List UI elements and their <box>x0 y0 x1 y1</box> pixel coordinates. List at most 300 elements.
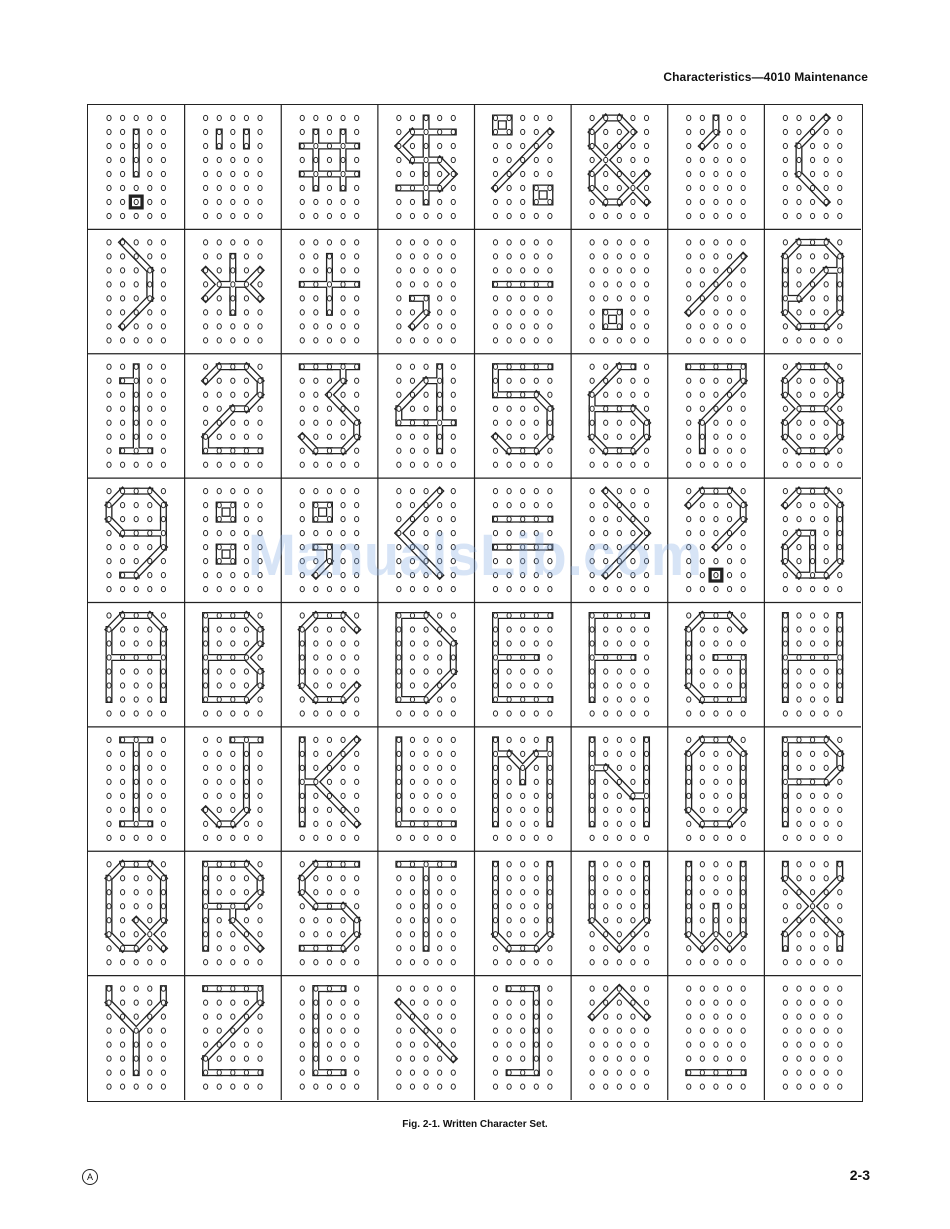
matrix-dot <box>397 296 401 301</box>
matrix-dot <box>714 779 718 784</box>
matrix-dot <box>314 876 318 881</box>
matrix-dot <box>687 835 691 840</box>
revision-mark: A <box>82 1169 98 1185</box>
matrix-dot <box>507 862 511 867</box>
matrix-dot <box>687 324 691 329</box>
matrix-dot <box>397 918 401 923</box>
matrix-dot <box>204 213 208 218</box>
matrix-dot <box>355 641 359 646</box>
matrix-dot <box>121 310 125 315</box>
matrix-dot <box>783 1028 787 1033</box>
matrix-dot <box>327 185 331 190</box>
matrix-dot <box>700 1056 704 1061</box>
matrix-dot <box>604 282 608 287</box>
matrix-dot <box>824 1028 828 1033</box>
matrix-dot <box>355 129 359 134</box>
matrix-dot <box>548 310 552 315</box>
matrix-dot <box>204 517 208 522</box>
matrix-dot <box>631 946 635 951</box>
matrix-dot <box>300 503 304 508</box>
matrix-dot <box>121 503 125 508</box>
matrix-dot <box>797 960 801 965</box>
matrix-dot <box>521 641 525 646</box>
matrix-dot <box>727 282 731 287</box>
matrix-dot <box>327 1028 331 1033</box>
character-glyph-inner <box>206 740 260 824</box>
matrix-dot <box>438 960 442 965</box>
matrix-dot <box>783 115 787 120</box>
matrix-dot <box>451 1042 455 1047</box>
matrix-dot <box>148 779 152 784</box>
matrix-dot <box>493 171 497 176</box>
matrix-dot <box>493 406 497 411</box>
matrix-dot <box>810 821 814 826</box>
character-grid-svg <box>88 105 861 1100</box>
matrix-dot <box>410 115 414 120</box>
matrix-dot <box>161 282 165 287</box>
matrix-dot <box>604 946 608 951</box>
matrix-dot <box>644 268 648 273</box>
matrix-dot <box>548 835 552 840</box>
matrix-dot <box>451 143 455 148</box>
matrix-dot <box>327 1000 331 1005</box>
matrix-dot <box>617 157 621 162</box>
matrix-dot <box>548 960 552 965</box>
matrix-dot <box>204 171 208 176</box>
matrix-dot <box>300 932 304 937</box>
matrix-dot <box>341 199 345 204</box>
matrix-dot <box>107 143 111 148</box>
matrix-dot <box>107 960 111 965</box>
matrix-dot <box>148 240 152 245</box>
matrix-dot <box>507 420 511 425</box>
matrix-dot <box>438 171 442 176</box>
matrix-dot <box>231 807 235 812</box>
matrix-dot <box>548 503 552 508</box>
matrix-dot <box>451 489 455 494</box>
character-glyph-inner <box>109 616 163 700</box>
matrix-dot <box>327 737 331 742</box>
matrix-dot <box>493 1056 497 1061</box>
matrix-dot <box>410 669 414 674</box>
matrix-dot <box>424 1014 428 1019</box>
matrix-dot <box>300 1084 304 1089</box>
matrix-dot <box>204 338 208 343</box>
matrix-dot <box>244 378 248 383</box>
matrix-dot <box>217 1028 221 1033</box>
matrix-dot <box>493 310 497 315</box>
matrix-dot <box>631 986 635 991</box>
matrix-dot <box>424 737 428 742</box>
matrix-dot <box>838 918 842 923</box>
matrix-dot <box>534 171 538 176</box>
matrix-dot <box>355 517 359 522</box>
matrix-dot <box>521 821 525 826</box>
matrix-dot <box>838 1084 842 1089</box>
matrix-dot <box>727 683 731 688</box>
matrix-dot <box>341 268 345 273</box>
matrix-dot <box>604 1014 608 1019</box>
matrix-dot <box>631 711 635 716</box>
matrix-dot <box>300 613 304 618</box>
matrix-dot <box>438 254 442 259</box>
matrix-dot <box>327 240 331 245</box>
matrix-dot <box>397 1070 401 1075</box>
matrix-dot <box>410 918 414 923</box>
matrix-dot <box>797 807 801 812</box>
matrix-dot <box>824 697 828 702</box>
matrix-dot <box>824 213 828 218</box>
matrix-dot <box>797 1014 801 1019</box>
matrix-dot <box>107 338 111 343</box>
matrix-dot <box>797 1042 801 1047</box>
matrix-dot <box>244 434 248 439</box>
matrix-dot <box>507 434 511 439</box>
matrix-dot <box>714 240 718 245</box>
character-cell <box>493 364 552 467</box>
matrix-dot <box>548 157 552 162</box>
matrix-dot <box>534 918 538 923</box>
matrix-dot <box>134 185 138 190</box>
matrix-dot <box>700 115 704 120</box>
matrix-dot <box>631 1084 635 1089</box>
matrix-dot <box>397 503 401 508</box>
matrix-dot <box>258 821 262 826</box>
matrix-dot <box>410 199 414 204</box>
matrix-dot <box>217 406 221 411</box>
character-glyph-inner <box>302 864 356 948</box>
matrix-dot <box>604 1042 608 1047</box>
matrix-dot <box>507 669 511 674</box>
matrix-dot <box>631 1042 635 1047</box>
matrix-dot <box>244 296 248 301</box>
matrix-dot <box>741 420 745 425</box>
matrix-dot <box>327 669 331 674</box>
matrix-dot <box>438 310 442 315</box>
matrix-dot <box>438 655 442 660</box>
matrix-dot <box>451 779 455 784</box>
matrix-dot <box>148 683 152 688</box>
matrix-dot <box>204 185 208 190</box>
matrix-dot <box>107 1042 111 1047</box>
matrix-dot <box>644 392 648 397</box>
matrix-dot <box>507 143 511 148</box>
matrix-dot <box>548 655 552 660</box>
matrix-dot <box>204 737 208 742</box>
matrix-dot <box>797 821 801 826</box>
matrix-dot <box>700 918 704 923</box>
matrix-dot <box>258 338 262 343</box>
matrix-dot <box>507 310 511 315</box>
character-cell <box>204 240 263 343</box>
matrix-dot <box>810 711 814 716</box>
matrix-dot <box>314 199 318 204</box>
matrix-dot <box>231 835 235 840</box>
matrix-dot <box>231 185 235 190</box>
character-glyph <box>592 864 646 948</box>
matrix-dot <box>741 1028 745 1033</box>
matrix-dot <box>824 185 828 190</box>
matrix-dot <box>631 862 635 867</box>
matrix-dot <box>121 143 125 148</box>
character-glyph-inner <box>509 989 536 1073</box>
matrix-dot <box>824 143 828 148</box>
matrix-dot <box>617 434 621 439</box>
character-cell <box>590 240 649 343</box>
matrix-dot <box>217 1000 221 1005</box>
matrix-dot <box>521 115 525 120</box>
matrix-dot <box>797 338 801 343</box>
matrix-dot <box>590 503 594 508</box>
matrix-dot <box>451 711 455 716</box>
matrix-dot <box>300 711 304 716</box>
matrix-dot <box>714 876 718 881</box>
matrix-dot <box>244 115 248 120</box>
matrix-dot <box>714 143 718 148</box>
matrix-dot <box>797 185 801 190</box>
matrix-dot <box>741 489 745 494</box>
matrix-dot <box>521 683 525 688</box>
matrix-dot <box>244 1028 248 1033</box>
matrix-dot <box>810 793 814 798</box>
matrix-dot <box>797 876 801 881</box>
matrix-dot <box>410 960 414 965</box>
matrix-dot <box>797 462 801 467</box>
matrix-dot <box>424 807 428 812</box>
matrix-dot <box>714 669 718 674</box>
matrix-dot <box>300 129 304 134</box>
character-glyph-inner <box>689 367 743 451</box>
matrix-dot <box>231 627 235 632</box>
matrix-dot <box>714 683 718 688</box>
matrix-dot <box>244 1000 248 1005</box>
character-glyph <box>592 989 646 1017</box>
matrix-dot <box>327 1056 331 1061</box>
matrix-dot <box>107 310 111 315</box>
matrix-dot <box>604 986 608 991</box>
matrix-dot <box>438 669 442 674</box>
matrix-dot <box>204 779 208 784</box>
matrix-dot <box>700 655 704 660</box>
matrix-dot <box>521 1014 525 1019</box>
matrix-dot <box>521 185 525 190</box>
matrix-dot <box>134 1014 138 1019</box>
matrix-dot <box>810 1000 814 1005</box>
matrix-dot <box>410 737 414 742</box>
matrix-dot <box>521 268 525 273</box>
matrix-dot <box>590 364 594 369</box>
matrix-dot <box>107 199 111 204</box>
matrix-dot <box>548 669 552 674</box>
matrix-dot <box>148 364 152 369</box>
matrix-dot <box>521 737 525 742</box>
matrix-dot <box>631 876 635 881</box>
matrix-dot <box>148 199 152 204</box>
matrix-dot <box>644 1084 648 1089</box>
matrix-dot <box>121 364 125 369</box>
matrix-dot <box>810 862 814 867</box>
matrix-dot <box>451 378 455 383</box>
matrix-dot <box>355 338 359 343</box>
matrix-dot <box>231 213 235 218</box>
matrix-dot <box>300 240 304 245</box>
matrix-dot <box>824 462 828 467</box>
matrix-dot <box>397 932 401 937</box>
matrix-dot <box>341 960 345 965</box>
matrix-dot <box>727 835 731 840</box>
matrix-dot <box>397 1084 401 1089</box>
matrix-dot <box>714 862 718 867</box>
matrix-dot <box>631 1014 635 1019</box>
matrix-dot <box>121 793 125 798</box>
matrix-dot <box>217 338 221 343</box>
matrix-dot <box>231 199 235 204</box>
matrix-dot <box>714 1042 718 1047</box>
matrix-dot <box>617 282 621 287</box>
character-glyph-inner <box>206 367 260 451</box>
matrix-dot <box>590 115 594 120</box>
matrix-dot <box>727 324 731 329</box>
matrix-dot <box>824 876 828 881</box>
matrix-dot <box>217 462 221 467</box>
matrix-dot <box>314 268 318 273</box>
matrix-dot <box>107 807 111 812</box>
matrix-dot <box>617 1084 621 1089</box>
matrix-dot <box>617 932 621 937</box>
matrix-dot <box>727 1042 731 1047</box>
matrix-dot <box>424 986 428 991</box>
matrix-dot <box>410 1042 414 1047</box>
matrix-dot <box>397 960 401 965</box>
matrix-dot <box>797 420 801 425</box>
matrix-dot <box>714 517 718 522</box>
matrix-dot <box>741 1084 745 1089</box>
matrix-dot <box>258 793 262 798</box>
matrix-dot <box>644 129 648 134</box>
page-number: 2-3 <box>849 1167 870 1183</box>
matrix-dot <box>107 765 111 770</box>
matrix-dot <box>327 1014 331 1019</box>
matrix-dot <box>521 296 525 301</box>
matrix-dot <box>741 641 745 646</box>
matrix-dot <box>107 240 111 245</box>
matrix-dot <box>424 1042 428 1047</box>
matrix-dot <box>161 406 165 411</box>
matrix-dot <box>521 1000 525 1005</box>
matrix-dot <box>631 1056 635 1061</box>
matrix-dot <box>217 793 221 798</box>
matrix-dot <box>810 1028 814 1033</box>
matrix-dot <box>161 1056 165 1061</box>
character-cell <box>107 613 166 716</box>
character-glyph-inner <box>689 740 743 824</box>
matrix-dot <box>341 517 345 522</box>
matrix-dot <box>438 737 442 742</box>
matrix-dot <box>410 904 414 909</box>
matrix-dot <box>741 338 745 343</box>
matrix-dot <box>314 641 318 646</box>
matrix-dot <box>355 1028 359 1033</box>
matrix-dot <box>617 1014 621 1019</box>
matrix-dot <box>521 960 525 965</box>
matrix-dot <box>355 1070 359 1075</box>
matrix-dot <box>810 765 814 770</box>
matrix-dot <box>217 765 221 770</box>
matrix-dot <box>783 324 787 329</box>
matrix-dot <box>797 986 801 991</box>
matrix-dot <box>258 171 262 176</box>
matrix-dot <box>204 503 208 508</box>
matrix-dot <box>121 1042 125 1047</box>
matrix-dot <box>410 779 414 784</box>
matrix-dot <box>604 1056 608 1061</box>
matrix-dot <box>631 282 635 287</box>
matrix-dot <box>355 1042 359 1047</box>
matrix-dot <box>727 213 731 218</box>
matrix-dot <box>314 655 318 660</box>
matrix-dot <box>327 129 331 134</box>
matrix-dot <box>810 143 814 148</box>
matrix-dot <box>590 310 594 315</box>
matrix-dot <box>824 946 828 951</box>
matrix-dot <box>397 904 401 909</box>
character-cell <box>397 613 456 716</box>
matrix-dot <box>451 807 455 812</box>
matrix-dot <box>507 406 511 411</box>
matrix-dot <box>644 655 648 660</box>
matrix-dot <box>244 213 248 218</box>
character-cell <box>783 364 842 467</box>
matrix-dot <box>534 821 538 826</box>
matrix-dot <box>451 876 455 881</box>
matrix-dot <box>493 835 497 840</box>
matrix-dot <box>838 890 842 895</box>
matrix-dot <box>741 711 745 716</box>
matrix-dot <box>687 254 691 259</box>
matrix-dot <box>134 876 138 881</box>
matrix-dot <box>548 268 552 273</box>
matrix-dot <box>134 835 138 840</box>
matrix-dot <box>148 918 152 923</box>
matrix-dot <box>521 904 525 909</box>
matrix-dot <box>521 1056 525 1061</box>
matrix-dot <box>451 199 455 204</box>
matrix-dot <box>438 697 442 702</box>
matrix-dot <box>231 171 235 176</box>
matrix-dot <box>783 890 787 895</box>
matrix-dot <box>631 338 635 343</box>
matrix-dot <box>604 641 608 646</box>
matrix-dot <box>341 489 345 494</box>
matrix-dot <box>424 240 428 245</box>
matrix-dot <box>355 986 359 991</box>
matrix-dot <box>355 213 359 218</box>
matrix-dot <box>687 821 691 826</box>
matrix-dot <box>687 185 691 190</box>
matrix-dot <box>244 1056 248 1061</box>
matrix-dot <box>231 240 235 245</box>
matrix-dot <box>355 613 359 618</box>
matrix-dot <box>121 1056 125 1061</box>
matrix-dot <box>493 296 497 301</box>
matrix-dot <box>687 338 691 343</box>
matrix-dot <box>631 240 635 245</box>
matrix-dot <box>824 517 828 522</box>
matrix-dot <box>451 904 455 909</box>
matrix-dot <box>424 324 428 329</box>
matrix-dot <box>397 876 401 881</box>
matrix-dot <box>438 338 442 343</box>
